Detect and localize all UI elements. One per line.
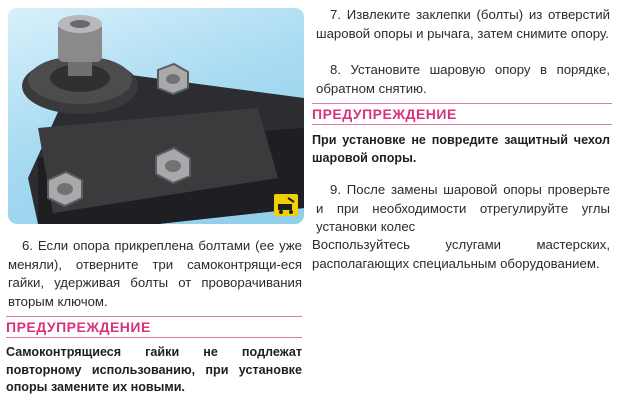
ball-joint-photo	[8, 8, 304, 224]
warning-heading-right: ПРЕДУПРЕЖДЕНИЕ	[312, 106, 612, 125]
warning-text-left: Самоконтрящиеся гайки не подлежат повторному использованию, при установке опоры замените их новыми.	[6, 345, 302, 394]
ball-joint-illustration	[8, 8, 304, 224]
step-9: 9. После замены шаровой опоры проверьте и при необходимости отрегулируйте углы установки колес	[316, 182, 610, 234]
step-7: 7. Извлеките заклепки (болты) из отверстий шаровой опоры и рычага, затем снимите опору.	[316, 7, 610, 41]
advice-text: Воспользуйтесь услугами мастерских, располагающих специальным оборудованием.	[312, 237, 610, 271]
warning-heading-left: ПРЕДУПРЕЖДЕНИЕ	[6, 319, 302, 338]
step-6: 6. Если опора прикреплена болтами (ее уже меняли), отверните три самоконтрящи-еся гайки, удерживая болты от проворачивания вторым ключом.	[8, 238, 302, 309]
warning-text-right: При установке не повредите защитный чехол шаровой опоры.	[312, 133, 610, 165]
warning-divider	[312, 103, 612, 104]
step-8: 8. Установите шаровую опору в порядке, обратном снятию.	[316, 62, 610, 96]
vehicle-lift-badge-icon	[274, 194, 298, 216]
warning-divider-left	[6, 316, 302, 317]
